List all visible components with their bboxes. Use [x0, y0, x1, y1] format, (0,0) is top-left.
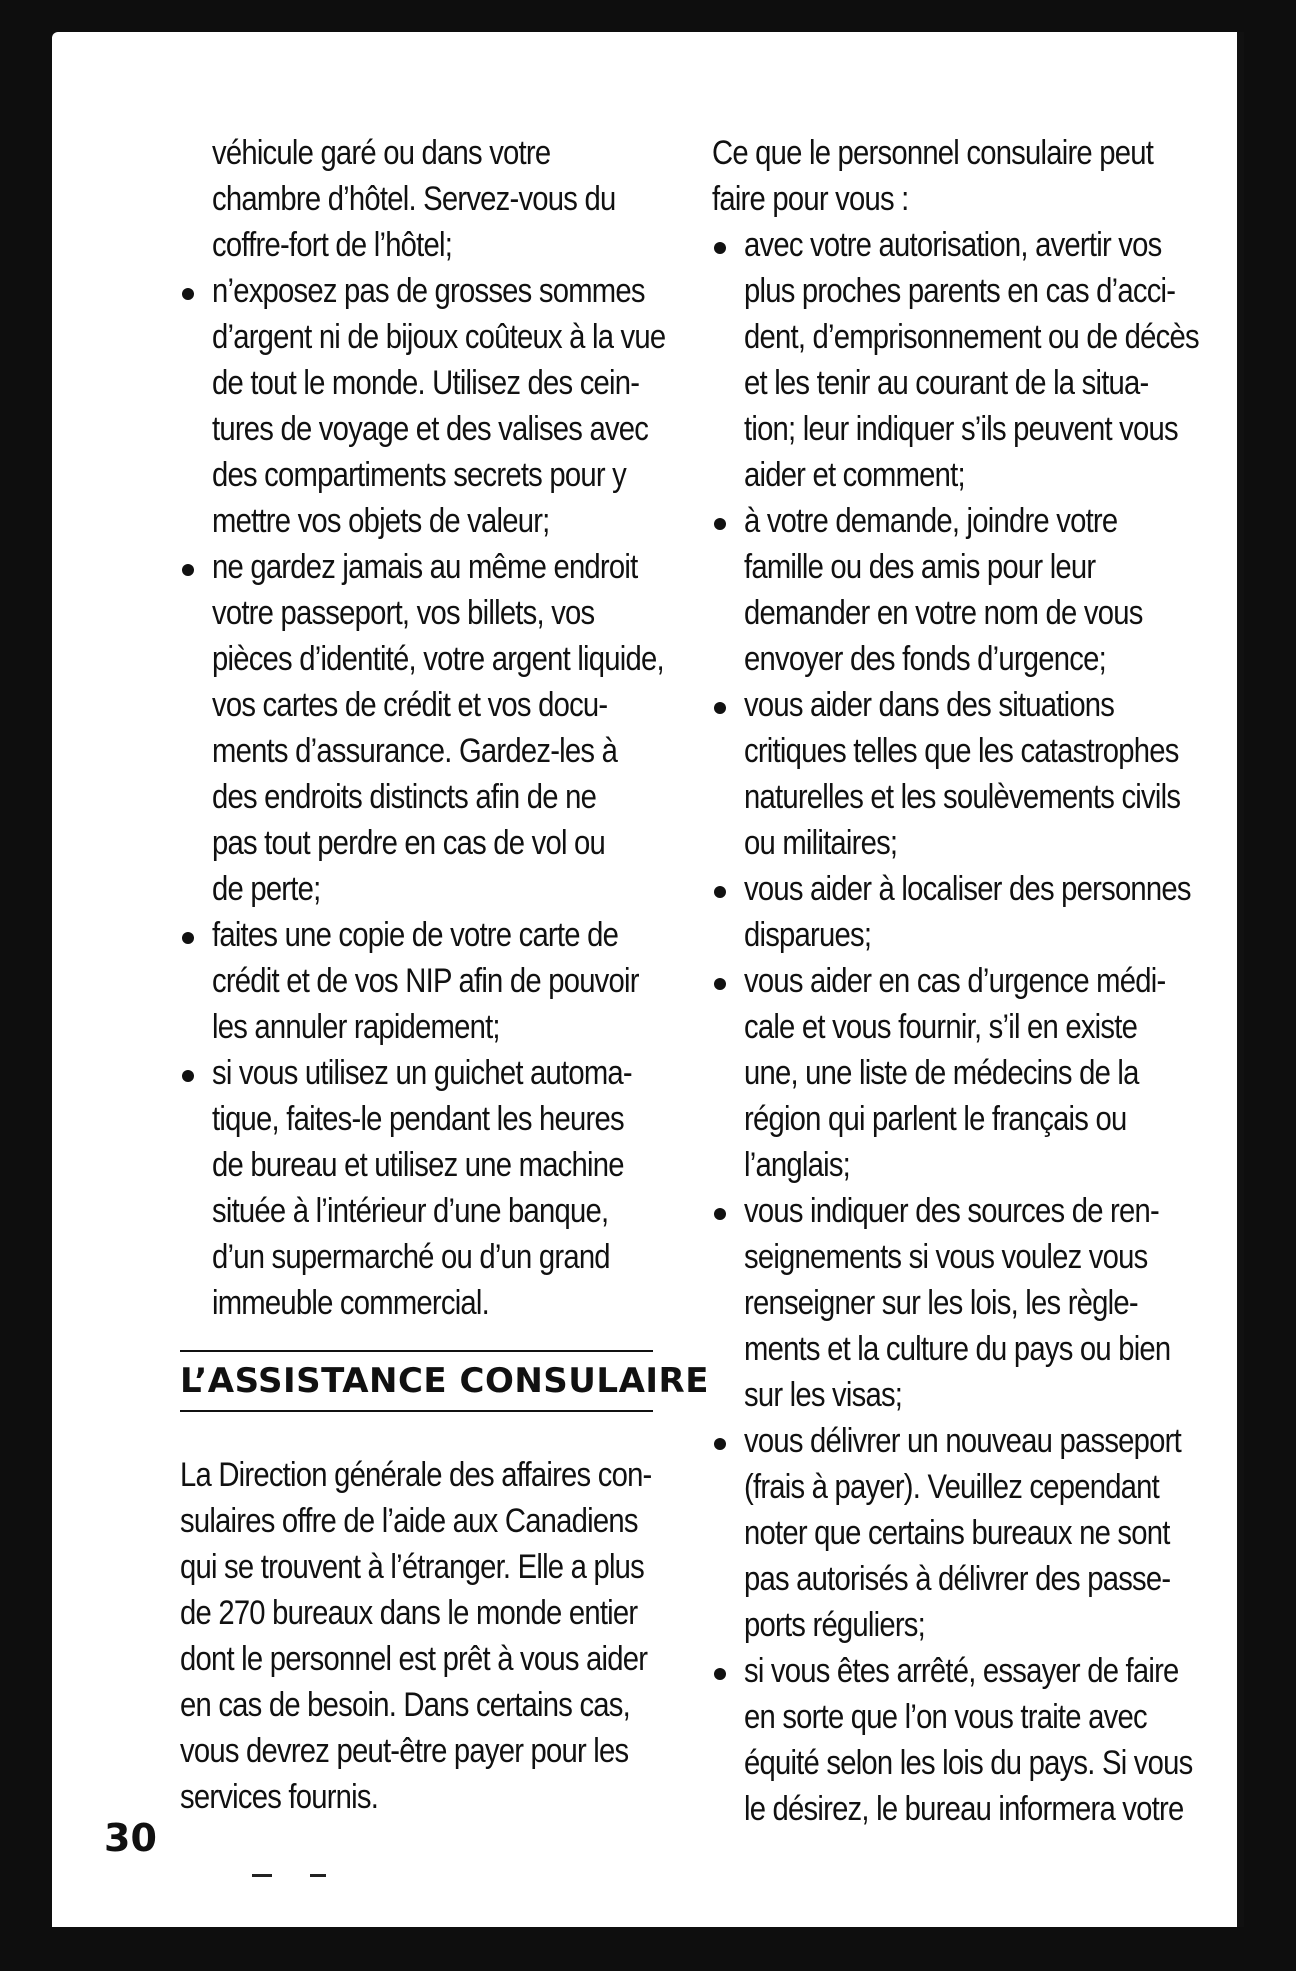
bullet-line [712, 1648, 1242, 1694]
text-line [180, 1544, 720, 1590]
bullet-icon [714, 518, 726, 530]
line-text: Ce que le personnel consulaire peut [712, 134, 1154, 172]
text-line [180, 176, 720, 222]
text-line [712, 1142, 1242, 1188]
text-line [180, 1096, 720, 1142]
line-text: critiques telles que les catastrophes [744, 732, 1179, 770]
text-line [712, 728, 1242, 774]
bullet-line [180, 912, 720, 958]
bullet-icon [714, 242, 726, 254]
text-line [180, 774, 720, 820]
bullet-line [180, 1050, 720, 1096]
line-text: ments d’assurance. Gardez-les à [212, 732, 618, 770]
text-line [180, 958, 720, 1004]
line-text: pièces d’identité, votre argent liquide, [212, 640, 664, 678]
bullet-icon [182, 1070, 194, 1082]
scan-mark [310, 1874, 326, 1877]
right-column [712, 130, 1242, 1832]
text-line [712, 1510, 1242, 1556]
line-text: ments et la culture du pays ou bien [744, 1330, 1171, 1368]
line-text: de perte; [212, 870, 321, 908]
text-line [712, 1372, 1242, 1418]
bullet-icon [714, 1438, 726, 1450]
line-text: faites une copie de votre carte de [212, 916, 619, 954]
text-line [712, 912, 1242, 958]
text-line [712, 1740, 1242, 1786]
line-text: renseigner sur les lois, les règle- [744, 1284, 1138, 1322]
section-heading-block [180, 1350, 709, 1412]
line-text: vous délivrer un nouveau passeport [744, 1422, 1181, 1460]
intro-paragraph [180, 1452, 720, 1820]
text-line [180, 130, 720, 176]
bullet-line [712, 498, 1242, 544]
text-line [180, 1142, 720, 1188]
line-text: le désirez, le bureau informera votre [744, 1790, 1184, 1828]
line-text: faire pour vous : [712, 180, 909, 218]
text-line [712, 1280, 1242, 1326]
page-number: 30 [104, 1816, 157, 1860]
line-text: de tout le monde. Utilisez des cein- [212, 364, 640, 402]
bullet-icon [182, 288, 194, 300]
text-line [712, 1786, 1242, 1832]
line-text: vos cartes de crédit et vos docu- [212, 686, 608, 724]
text-line [712, 820, 1242, 866]
line-text: située à l’intérieur d’une banque, [212, 1192, 609, 1230]
line-text: dont le personnel est prêt à vous aider [180, 1640, 648, 1678]
line-text: des compartiments secrets pour y [212, 456, 627, 494]
text-line [712, 1326, 1242, 1372]
bullet-icon [714, 978, 726, 990]
line-text: véhicule garé ou dans votre [212, 134, 551, 172]
text-line [712, 1694, 1242, 1740]
line-text: vous devrez peut-être payer pour les [180, 1732, 629, 1770]
text-line [180, 820, 720, 866]
line-text: plus proches parents en cas d’acci- [744, 272, 1176, 310]
line-text: sur les visas; [744, 1376, 903, 1414]
line-text: naturelles et les soulèvements civils [744, 778, 1181, 816]
line-text: de 270 bureaux dans le monde entier [180, 1594, 638, 1632]
text-line [712, 590, 1242, 636]
text-line [180, 1188, 720, 1234]
bullet-icon [714, 702, 726, 714]
line-text: les annuler rapidement; [212, 1008, 500, 1046]
text-line [712, 1234, 1242, 1280]
line-text: l’anglais; [744, 1146, 851, 1184]
line-text: d’argent ni de bijoux coûteux à la vue [212, 318, 666, 356]
bullet-line [712, 958, 1242, 1004]
bullet-line [712, 866, 1242, 912]
bullet-icon [182, 564, 194, 576]
line-text: n’exposez pas de grosses sommes [212, 272, 645, 310]
text-line [180, 1728, 720, 1774]
text-line [180, 1682, 720, 1728]
text-line [180, 498, 720, 544]
line-text: pas autorisés à délivrer des passe- [744, 1560, 1171, 1598]
text-line [712, 176, 1242, 222]
bullet-icon [714, 1208, 726, 1220]
text-line [180, 682, 720, 728]
text-line [712, 774, 1242, 820]
bullet-icon [714, 886, 726, 898]
text-line [712, 636, 1242, 682]
line-text: équité selon les lois du pays. Si vous [744, 1744, 1193, 1782]
line-text: ports réguliers; [744, 1606, 926, 1644]
text-line [180, 222, 720, 268]
line-text: d’un supermarché ou d’un grand [212, 1238, 610, 1276]
line-text: cale et vous fournir, s’il en existe [744, 1008, 1138, 1046]
left-column [180, 130, 720, 1820]
line-text: des endroits distincts afin de ne [212, 778, 597, 816]
line-text: si vous êtes arrêté, essayer de faire [744, 1652, 1179, 1690]
text-line [712, 1602, 1242, 1648]
line-text: envoyer des fonds d’urgence; [744, 640, 1106, 678]
line-text: à votre demande, joindre votre [744, 502, 1118, 540]
line-text: vous aider à localiser des personnes [744, 870, 1191, 908]
line-text: de bureau et utilisez une machine [212, 1146, 624, 1184]
text-line [180, 1590, 720, 1636]
line-text: ou militaires; [744, 824, 898, 862]
section-heading: L’ASSISTANCE CONSULAIRE [180, 1361, 709, 1401]
text-line [180, 1280, 720, 1326]
line-text: mettre vos objets de valeur; [212, 502, 550, 540]
bullet-line [180, 268, 720, 314]
line-text: disparues; [744, 916, 872, 954]
line-text: famille ou des amis pour leur [744, 548, 1096, 586]
line-text: votre passeport, vos billets, vos [212, 594, 595, 632]
line-text: tique, faites-le pendant les heures [212, 1100, 624, 1138]
text-line [712, 452, 1242, 498]
line-text: pas tout perdre en cas de vol ou [212, 824, 605, 862]
line-text: en sorte que l’on vous traite avec [744, 1698, 1147, 1736]
line-text: ne gardez jamais au même endroit [212, 548, 638, 586]
bullet-icon [714, 1668, 726, 1680]
bullet-line [712, 682, 1242, 728]
text-line [180, 728, 720, 774]
line-text: vous aider en cas d’urgence médi- [744, 962, 1166, 1000]
bullet-line [712, 1188, 1242, 1234]
text-line [180, 1004, 720, 1050]
line-text: en cas de besoin. Dans certains cas, [180, 1686, 630, 1724]
line-text: vous indiquer des sources de ren- [744, 1192, 1159, 1230]
text-line [712, 1556, 1242, 1602]
text-line [180, 866, 720, 912]
line-text: services fournis. [180, 1778, 379, 1816]
line-text: tures de voyage et des valises avec [212, 410, 649, 448]
text-line [712, 1004, 1242, 1050]
line-text: qui se trouvent à l’étranger. Elle a plus [180, 1548, 645, 1586]
text-line [180, 636, 720, 682]
line-text: sulaires offre de l’aide aux Canadiens [180, 1502, 638, 1540]
text-line [712, 314, 1242, 360]
line-text: avec votre autorisation, avertir vos [744, 226, 1162, 264]
text-line [180, 314, 720, 360]
line-text: seignements si vous voulez vous [744, 1238, 1148, 1276]
bullet-icon [182, 932, 194, 944]
text-line [180, 1774, 720, 1820]
line-text: si vous utilisez un guichet automa- [212, 1054, 632, 1092]
text-line [180, 590, 720, 636]
text-line [712, 360, 1242, 406]
text-line [180, 1234, 720, 1280]
scan-mark [252, 1874, 272, 1877]
line-text: demander en votre nom de vous [744, 594, 1143, 632]
line-text: vous aider dans des situations [744, 686, 1115, 724]
text-line [712, 1464, 1242, 1510]
text-line [180, 406, 720, 452]
text-line [712, 130, 1242, 176]
line-text: tion; leur indiquer s’ils peuvent vous [744, 410, 1178, 448]
text-line [712, 1050, 1242, 1096]
text-line [712, 268, 1242, 314]
bullet-line [712, 222, 1242, 268]
text-line [180, 1498, 720, 1544]
book-page [52, 32, 1244, 1927]
line-text: noter que certains bureaux ne sont [744, 1514, 1170, 1552]
bullet-line [180, 544, 720, 590]
line-text: (frais à payer). Veuillez cependant [744, 1468, 1160, 1506]
line-text: dent, d’emprisonnement ou de décès [744, 318, 1199, 356]
bullet-line [712, 1418, 1242, 1464]
line-text: une, une liste de médecins de la [744, 1054, 1139, 1092]
text-line [712, 406, 1242, 452]
text-line [180, 452, 720, 498]
line-text: aider et comment; [744, 456, 965, 494]
text-line [180, 1452, 720, 1498]
text-line [180, 360, 720, 406]
text-line [712, 1096, 1242, 1142]
line-text: coffre-fort de l’hôtel; [212, 226, 453, 264]
line-text: et les tenir au courant de la situa- [744, 364, 1149, 402]
text-line [180, 1636, 720, 1682]
text-line [712, 544, 1242, 590]
line-text: La Direction générale des affaires con- [180, 1456, 652, 1494]
left-bullet-list [180, 130, 720, 1326]
line-text: chambre d’hôtel. Servez-vous du [212, 180, 616, 218]
line-text: crédit et de vos NIP afin de pouvoir [212, 962, 639, 1000]
line-text: région qui parlent le français ou [744, 1100, 1127, 1138]
line-text: immeuble commercial. [212, 1284, 490, 1322]
